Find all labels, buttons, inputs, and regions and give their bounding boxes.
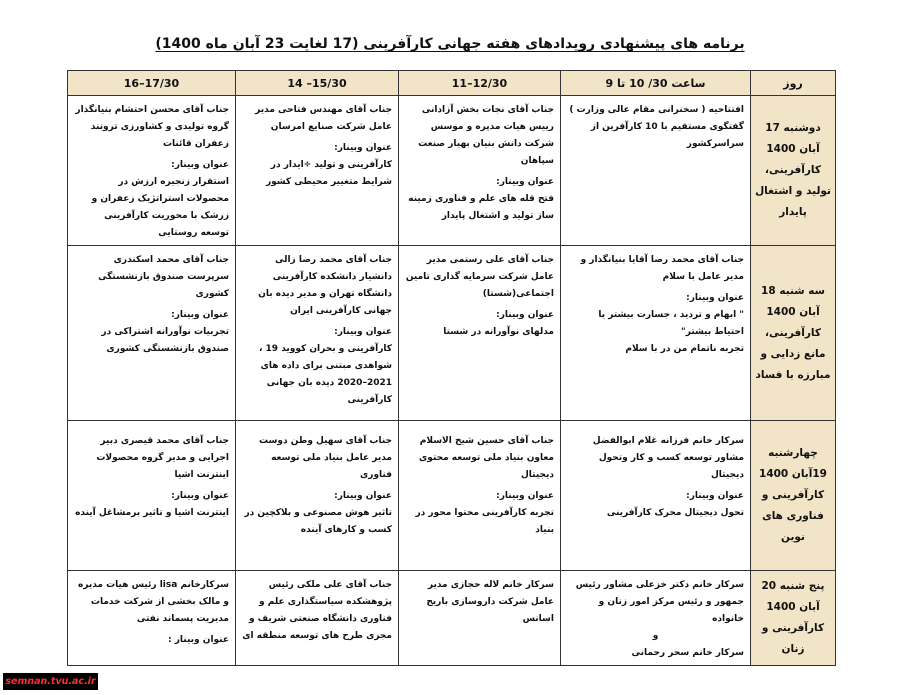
webinar-topic: تحول دیجیتال محرک کارآفرینی [606,508,744,518]
table-row [68,246,836,421]
session-speaker: جناب آقای محمد اسکندری سرپرست صندوق بازنشستگی کشوری [98,255,229,299]
webinar-topic: " ابهام و تردید ، جسارت بیشتر یا احتیاط بیشتر" [598,310,744,337]
webinar-label: عنوان وبینار: [171,160,229,170]
webinar-label: عنوان وبینار: [496,177,554,187]
header-slot-evening-label: 16–17/30 [123,76,180,90]
webinar-topic: اینترنت اشیا و تاثیر برمشاغل آینده [75,508,229,518]
table-header [68,71,836,96]
session-cell [68,571,236,666]
session-cell [561,246,751,421]
session-speaker: جناب آقای محسن احتشام بنیانگذار گروه تولیدی و کشاورزی ترونند زعفران قائنات [75,105,229,149]
webinar-label: عنوان وبینار: [334,491,392,501]
day-cell [751,246,836,421]
session-speaker: سرکار خانم لاله حجازی مدیر عامل شرکت داروسازی باریج اسانس [426,580,554,624]
page-title: برنامه های پیشنهادی رویدادهای هفته جهانی کارآفرینی (17 لغایت 23 آبان ماه 1400) [155,36,745,52]
table-row [68,571,836,666]
session-speaker-2: سرکار خانم سحر رحمانی [631,648,744,658]
speaker-conjunction: و [652,631,659,641]
day-date: سه شنبه 18 آبان 1400 [761,284,825,318]
day-cell [751,421,836,571]
session-speaker: جناب آقای مهندس فتاحی مدیر عامل شرکت صنایع امرسان [255,105,392,132]
webinar-label: عنوان وبینار: [334,327,392,337]
day-cell [751,571,836,666]
header-slot-noon-label: 11–12/30 [451,76,508,90]
schedule-table [67,70,836,666]
session-speaker: سرکار خانم دکتر خزعلی مشاور رئیس جمهور و رئیس مرکز امور زنان و خانواده [575,580,744,624]
day-date: دوشنبه 17 آبان 1400 [765,122,821,155]
header-slot-afternoon-label: 14 –15/30 [287,76,347,90]
webinar-label: عنوان وبینار: [334,143,392,153]
session-cell [236,246,399,421]
session-speaker: سرکار خانم فرزانه غلام ابوالفضل مشاور توسعه کسب و کار وتحول دیجیتال [592,436,744,480]
webinar-label: عنوان وبینار: [496,491,554,501]
webinar-topic: کارآفرینی و تولید ÷ایدار در شرایط متغییر محیطی کشور [265,160,392,187]
header-slot-morning: ساعت 30/ 10 تا 9 [561,71,751,96]
session-speaker: جناب آقای نجات بخش آزادانی رییس هیات مدیره و موسس شرکت دانش بنیان بهیار صنعت سپاهان [418,105,554,166]
webinar-topic: تجربیات نوآورانه اشتراکی در صندوق بازنشستگی کشوری [101,327,229,354]
session-speaker: جناب آقای محمد رضا آقایا بنیانگذار و مدیر عامل با سلام [580,255,744,282]
session-cell [399,571,561,666]
session-cell [236,96,399,246]
session-cell [399,96,561,246]
session-cell [399,421,561,571]
webinar-topic: کارآفرینی و بحران کووید 19 ، شواهدی مبتنی برای داده های 2021–2020 دیده بان جهانی کارآفرینی [258,344,392,405]
webinar-label: عنوان وبینار: [171,491,229,501]
session-speaker: جناب آقای سهیل وطن دوست مدیر عامل بنیاد ملی توسعه فناوری [259,436,392,480]
day-theme: کارآفرینی، مانع زدایی و مبارزه با فساد [755,326,831,381]
header-slot-afternoon [236,71,399,96]
session-speaker: جناب آقای علی رستمی مدیر عامل شرکت سرمایه گذاری تامین اجتماعی(شستا) [405,255,554,299]
session-speaker: جناب آقای محمد رضا زالی دانشیار دانشکده کارآفرینی دانشگاه تهران و مدیر دیده بان جهانی کارآفرینی ایران [258,255,392,316]
session-speaker: جناب آقای محمد قیصری دبیر اجرایی و مدیر گروه محصولات اینترنت اشیا [96,436,229,480]
session-cell [561,96,751,246]
webinar-topic: تاثیر هوش مصنوعی و بلاکچین در کسب و کارهای آینده [244,508,392,535]
session-cell [68,96,236,246]
webinar-label: عنوان وبینار: [496,310,554,320]
webinar-topic: استقرار زنجیره ارزش در محصولات استراتژیک زعفران و زرشک با محوریت کارآفرینی توسعه روستایی [91,177,229,238]
session-speaker: سرکارخانم lisa رئیس هیات مدیره و مالک بخشی از شرکت خدمات مدیریت پسماند نفتی [77,580,229,624]
table-row [68,96,836,246]
header-row [68,71,836,96]
site-watermark: semnan.tvu.ac.ir [3,673,98,690]
day-theme: کارآفرینی و فناوری های نوین [761,489,825,543]
webinar-label: عنوان وبینار: [171,310,229,320]
day-date: چهارشنبه 19آبان 1400 [759,447,827,480]
session-cell [68,246,236,421]
webinar-topic: تجربه کارآفرینی محتوا محور در بنیاد [415,508,554,535]
session-cell [399,246,561,421]
day-cell [751,96,836,246]
header-day: روز [751,71,836,96]
day-theme: کارآفرینی و زنان [761,622,825,655]
day-theme: کارآفرینی، تولید و اشتغال پایدار [755,164,831,218]
session-cell [236,571,399,666]
webinar-topic: مدلهای نوآورانه در شستا [443,327,554,337]
session-cell [68,421,236,571]
session-cell [561,571,751,666]
webinar-topic-note: تجربه ناتمام من در با سلام [625,344,744,354]
header-slot-noon [399,71,561,96]
webinar-topic: فتح قله های علم و فناوری زمینه ساز تولید و اشتغال پایدار [408,194,554,221]
session-note: گفتگوی مستقیم با 10 کارآفرین از سراسرکشور [590,122,744,149]
session-speaker: جناب آقای حسین شیخ الاسلام معاون بنیاد ملی توسعه محتوی دیجیتال [419,436,554,480]
session-cell [561,421,751,571]
session-speaker: افتتاحیه ( سخنرانی مقام عالی وزارت ) [569,105,744,115]
webinar-label: عنوان وبینار: [686,491,744,501]
day-date: پنج شنبه 20 آبان 1400 [761,580,825,613]
header-slot-evening [68,71,236,96]
session-cell [236,421,399,571]
session-speaker: جناب آقای علی ملکی رئیس پژوهشکده سیاستگذاری علم و فناوری دانشگاه صنعتی شریف و مجری طرح های توسعه منطقه ای [242,580,392,641]
webinar-label: عنوان وبینار : [168,635,229,645]
webinar-label: عنوان وبینار: [686,293,744,303]
table-row [68,421,836,571]
